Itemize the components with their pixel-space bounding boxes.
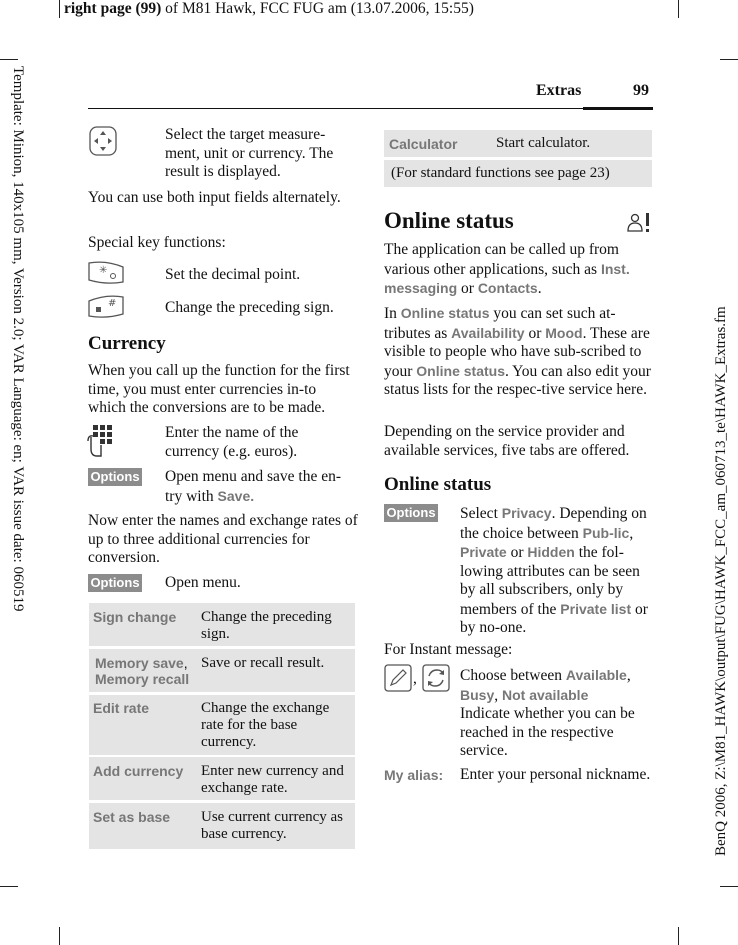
text-run: . Depending on the choice between <box>460 505 647 542</box>
text-run: , <box>626 667 631 684</box>
crop-mark <box>720 886 738 887</box>
mood-term: Mood <box>545 324 583 341</box>
my-alias-key: My alias: <box>384 767 444 783</box>
edit-icon <box>384 664 412 692</box>
section-title: Extras <box>536 82 582 99</box>
table-key: Add currency <box>93 763 184 779</box>
table-value: Use current currency as base currency. <box>201 809 344 842</box>
header-rule <box>88 108 583 109</box>
not-available-term: Not available <box>501 686 589 703</box>
options-softkey-2[interactable]: Options <box>88 574 142 592</box>
busy-term: Busy <box>460 686 495 703</box>
currency-heading: Currency <box>88 333 166 354</box>
crop-mark <box>0 59 18 60</box>
availability-term: Availability <box>451 324 525 341</box>
text-run: or <box>457 280 478 297</box>
file-header <box>64 0 474 18</box>
table-key-comma: , <box>183 655 188 671</box>
save-menu-term: Save <box>217 487 251 504</box>
online-status-para-2 <box>384 304 652 400</box>
online-status-para-3: Depending on the service provider and available services, five tabs are offered. <box>384 423 630 459</box>
calculator-note: (For standard functions see page 23) <box>391 165 610 181</box>
table-key <box>95 655 189 687</box>
text-run: you can set such at-tributes as <box>384 305 616 342</box>
hash-key-icon <box>86 292 126 322</box>
text-run: , <box>494 686 502 704</box>
contacts-term: Contacts <box>477 280 538 296</box>
keypad-icon <box>87 423 121 459</box>
privacy-description <box>460 504 652 638</box>
open-menu-description: Open menu. <box>165 574 241 591</box>
text-run: or by no-one. <box>460 600 648 636</box>
table-key-part: Memory save <box>95 655 184 671</box>
crop-mark <box>678 0 679 18</box>
file-header-rest: of M81 Hawk, FCC FUG am (13.07.2006, 15:55) <box>161 0 474 17</box>
online-status-subheading: Online status <box>384 474 492 495</box>
table-key: Set as base <box>93 809 171 825</box>
crop-mark <box>0 886 18 887</box>
text-run: , <box>629 524 634 542</box>
icon-separator-comma: , <box>413 670 417 687</box>
crop-mark <box>720 59 738 60</box>
file-header-bold: right page (99) <box>64 0 162 17</box>
calculator-value: Start calculator. <box>496 135 591 151</box>
text-run: or <box>524 324 546 342</box>
svg-text:#: # <box>108 298 117 309</box>
navigation-key-icon <box>88 125 118 157</box>
crop-mark <box>678 927 679 945</box>
private-term: Private <box>460 544 507 560</box>
svg-text:✳: ✳ <box>99 265 108 276</box>
table-key: Sign change <box>93 609 177 625</box>
table-value: Change the preceding sign. <box>201 609 332 642</box>
for-instant-message: For Instant message: <box>384 641 513 658</box>
options-desc-text: Open menu and save the en-try with <box>165 468 342 505</box>
options-save-description: Open menu and save the en-try with Save. <box>165 468 342 505</box>
text-run: . You can also edit your status lists for the respec-tive service here. <box>384 362 651 398</box>
online-status-term: Online status <box>416 362 505 379</box>
header-rule-thick <box>583 107 653 110</box>
table-value: Change the exchange rate for the base currency. <box>201 700 330 750</box>
crop-mark <box>59 0 60 18</box>
left-margin-template <box>6 66 26 666</box>
online-status-para-1 <box>384 241 652 299</box>
table-key-part-2: Memory recall <box>95 671 190 687</box>
private-list-term: Private list <box>560 600 632 617</box>
table-key: Edit rate <box>93 700 150 716</box>
both-fields-text: You can use both input fields alternately. <box>88 189 341 206</box>
text-run: or <box>506 544 528 561</box>
hidden-term: Hidden <box>527 544 575 560</box>
text-run: In <box>384 305 401 322</box>
available-term: Available <box>565 667 627 683</box>
star-key-description: Set the decimal point. <box>165 266 301 283</box>
special-keys-text: Special key functions: <box>88 234 226 251</box>
crop-mark <box>59 927 60 945</box>
public-term: Pub-lic <box>582 524 630 541</box>
text-run: the fol-lowing attributes can be seen by all subscribers, only by members of the <box>460 544 640 618</box>
choose-status-description <box>460 666 652 761</box>
left-margin-text: Template: Minion, 140x105 mm, Version 2.0; VAR Language: en; VAR issue date: 060519 <box>10 66 26 612</box>
table-value: Enter new currency and exchange rate. <box>201 763 344 796</box>
text-run: Choose between <box>460 667 566 684</box>
text-run: . <box>537 280 542 297</box>
enter-name-description: Enter the name of the currency (e.g. euros). <box>165 424 299 460</box>
options-softkey[interactable]: Options <box>88 468 142 486</box>
nav-key-description: Select the target measure-ment, unit or currency. The result is displayed. <box>165 126 334 180</box>
text-run: Select <box>460 505 502 522</box>
online-status-title: Online status <box>384 208 514 233</box>
star-key-icon <box>86 258 126 288</box>
online-status-icon <box>624 211 652 235</box>
my-alias-description: Enter your personal nickname. <box>460 766 651 783</box>
inst-messaging-term: Inst. messaging <box>384 260 630 296</box>
hash-key-description: Change the preceding sign. <box>165 299 334 316</box>
privacy-term: Privacy <box>501 505 552 521</box>
online-status-term: Online status <box>400 305 490 321</box>
right-margin-text: BenQ 2006, Z:\M81_HAWK\output\FUG\HAWK_FCC_am_060713_te\HAWK_Extras.fm <box>713 306 729 856</box>
currency-intro: When you call up the function for the first time, you must enter currencies in-to which the conversions are to be made. <box>88 362 350 416</box>
text-run: The application can be called up from various other applications, such as <box>384 241 619 278</box>
right-margin-path <box>713 266 733 866</box>
calculator-key: Calculator <box>389 136 458 152</box>
text-run: Indicate whether you can be reached in the respective service. <box>460 705 635 759</box>
table-value: Save or recall result. <box>201 655 325 671</box>
options-softkey-3[interactable]: Options <box>384 504 438 522</box>
now-enter-text: Now enter the names and exchange rates of up to three additional currencies for conversion. <box>88 512 358 566</box>
refresh-icon <box>422 664 450 692</box>
page-number: 99 <box>633 82 649 99</box>
text-run: . These are visible to people who have sub-scribed to your <box>384 324 650 380</box>
